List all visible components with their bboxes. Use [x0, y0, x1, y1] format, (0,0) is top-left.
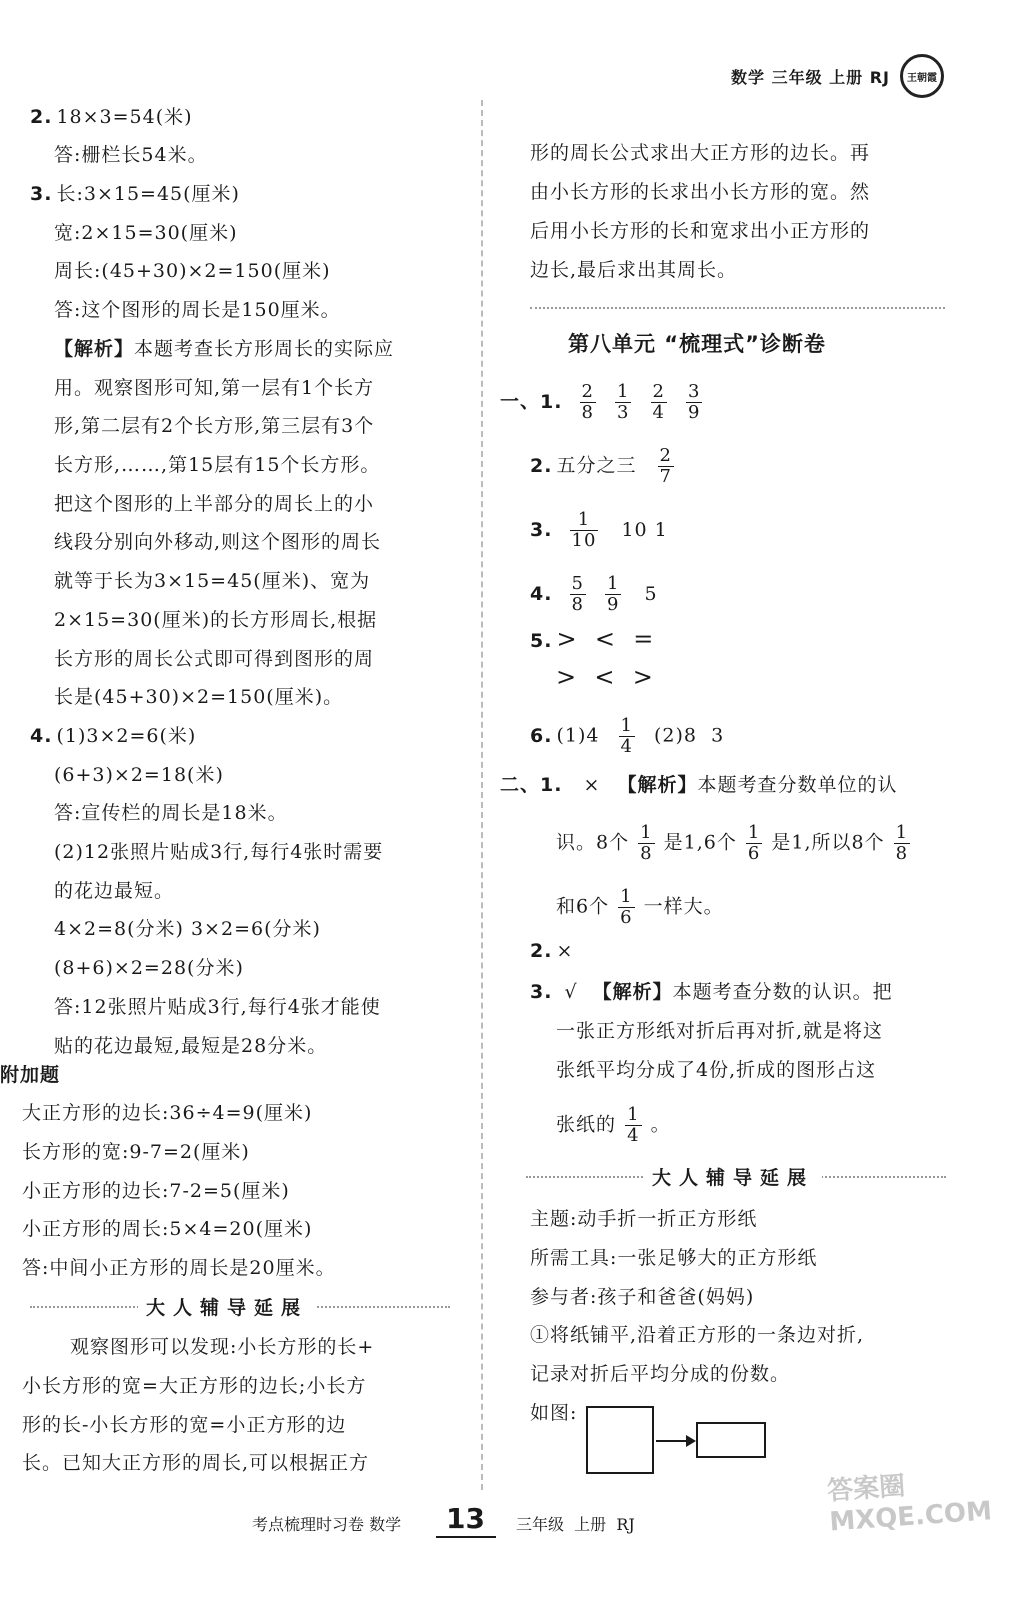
q3-line1: 3. 长:3×15=45(厘米) [30, 183, 240, 205]
q3-analysis-10: 长是(45+30)×2=150(厘米)。 [54, 686, 344, 708]
q2-line2: 答:栅栏长54米。 [54, 144, 208, 166]
p2-q1-line2: 识。8个 $\frac{1}{8}$ 是1,6个 $\frac{1}{6}$ 是1,所以8个 $\frac{1}{8}$ [556, 822, 909, 864]
footer-left: 考点梳理时习卷 数学 [252, 1515, 402, 1534]
folded-rectangle-figure [696, 1422, 766, 1458]
q3-analysis-3: 形,第二层有2个长方形,第三层有3个 [54, 415, 375, 437]
q4-line9: 贴的花边最短,最短是28分米。 [54, 1035, 328, 1057]
page-header [731, 54, 944, 98]
extra-line3: 小正方形的边长:7-2=5(厘米) [22, 1180, 290, 1202]
q3-analysis-1: 【解析】本题考查长方形周长的实际应 [54, 338, 395, 360]
p1-q6: 6. (1)4 $\frac{1}{4}$ (2)8 3 [530, 715, 725, 757]
q3-line3: 周长:(45+30)×2=150(厘米) [54, 260, 331, 282]
fraction: $\frac{2}{7}$ [659, 445, 672, 487]
extra-line5: 答:中间小正方形的周长是20厘米。 [22, 1257, 336, 1279]
logo-text: 王朝霞 [907, 72, 937, 84]
square-figure [586, 1406, 654, 1474]
page-number-underline [436, 1536, 496, 1538]
fraction: $\frac{1}{9}$ [607, 573, 620, 615]
footer-right: 三年级 上册 RJ [516, 1515, 635, 1534]
extra-line2: 长方形的宽:9-7=2(厘米) [22, 1141, 250, 1163]
q4-line6: 4×2=8(分米) 3×2=6(分米) [54, 918, 321, 940]
column-divider [481, 100, 483, 1490]
fraction: $\frac{5}{8}$ [571, 573, 584, 615]
p2-q3-line4: 张纸的 $\frac{1}{4}$ 。 [556, 1104, 671, 1146]
ext-title-right: 大人辅导延展 [644, 1163, 822, 1190]
header-text: 数学 三年级 上册 RJ [731, 67, 890, 87]
ext-right-line3: 参与者:孩子和爸爸(妈妈) [530, 1286, 755, 1308]
q4-line3: 答:宣传栏的周长是18米。 [54, 802, 288, 824]
p2-q3-line3: 张纸平均分成了4份,折成的图形占这 [556, 1059, 877, 1081]
q4-line8: 答:12张照片贴成3行,每行4张才能使 [54, 996, 381, 1018]
ext-left-line3: 形的长-小长方形的宽=小正方形的边 [22, 1414, 347, 1436]
q4-line1: 4. (1)3×2=6(米) [30, 725, 197, 747]
fraction: $\frac{2}{8}$ [581, 381, 594, 423]
ext-left-line4: 长。已知大正方形的周长,可以根据正方 [22, 1452, 370, 1474]
fraction: $\frac{1}{6}$ [620, 886, 633, 928]
fraction: $\frac{1}{8}$ [895, 822, 909, 864]
q4-line7: (8+6)×2=28(分米) [54, 957, 244, 979]
p2-q1-line1: 二、1. × 【解析】本题考查分数单位的认 [500, 774, 898, 796]
extra-title: 附加题 [0, 1064, 61, 1086]
ext-title-left: 大人辅导延展 [138, 1293, 316, 1320]
q3-line4: 答:这个图形的周长是150厘米。 [54, 299, 341, 321]
q3-analysis-4: 长方形,……,第15层有15个长方形。 [54, 454, 381, 476]
fraction: $\frac{2}{4}$ [652, 381, 665, 423]
fraction: $\frac{1}{3}$ [617, 381, 630, 423]
cont-line4: 边长,最后求出其周长。 [530, 259, 738, 281]
q3-analysis-8: 2×15=30(厘米)的长方形周长,根据 [54, 609, 378, 631]
section-title: 第八单元 “梳理式”诊断卷 [568, 332, 826, 356]
extra-line4: 小正方形的周长:5×4=20(厘米) [22, 1218, 313, 1240]
cont-line1: 形的周长公式求出大正方形的边长。再 [530, 142, 871, 164]
q3-analysis-6: 线段分别向外移动,则这个图形的周长 [54, 531, 382, 553]
q3-analysis-7: 就等于长为3×15=45(厘米)、宽为 [54, 570, 371, 592]
arrow-icon [656, 1440, 694, 1442]
ext-right-line1: 主题:动手折一折正方形纸 [530, 1208, 758, 1230]
ext-left-line2: 小长方形的宽=大正方形的边长;小长方 [22, 1375, 367, 1397]
p1-q5-row2: > < > [556, 663, 654, 691]
fraction: $\frac{1}{4}$ [627, 1104, 640, 1146]
ext-left-line1: 观察图形可以发现:小长方形的长+ [70, 1336, 375, 1358]
p2-q3-line2: 一张正方形纸对折后再对折,就是将这 [556, 1020, 884, 1042]
ext-right-line4: ①将纸铺平,沿着正方形的一条边对折, [530, 1324, 865, 1346]
cont-line2: 由小长方形的长求出小长方形的宽。然 [530, 181, 871, 203]
cont-line3: 后用小长方形的长和宽求出小正方形的 [530, 220, 871, 242]
page-number: 13 [446, 1502, 485, 1535]
q3-analysis-5: 把这个图形的上半部分的周长上的小 [54, 493, 375, 515]
fraction: $\frac{1}{4}$ [620, 715, 633, 757]
q2-line1: 2. 18×3=54(米) [30, 106, 193, 128]
q3-analysis-2: 用。观察图形可知,第一层有1个长方 [54, 377, 375, 399]
ext-right-line5: 记录对折后平均分成的份数。 [530, 1363, 791, 1385]
fraction: $\frac{1}{6}$ [747, 822, 761, 864]
brand-logo [900, 54, 944, 98]
watermark: 答案圈 MXQE.COM [826, 1471, 993, 1538]
p1-q5-row1: 5. > < = [530, 625, 655, 653]
fraction: $\frac{1}{8}$ [640, 822, 653, 864]
ext-right-line6: 如图: [530, 1402, 578, 1424]
p2-q3-line1: 3. √ 【解析】本题考查分数的认识。把 [530, 981, 893, 1003]
ext-right-line2: 所需工具:一张足够大的正方形纸 [530, 1247, 818, 1269]
extra-line1: 大正方形的边长:36÷4=9(厘米) [22, 1102, 313, 1124]
q4-line4: (2)12张照片贴成3行,每行4张时需要 [54, 841, 384, 863]
p2-q2: 2. × [530, 940, 574, 962]
fraction: $\frac{1}{10}$ [571, 509, 597, 551]
q3-analysis-9: 长方形的周长公式即可得到图形的周 [54, 648, 375, 670]
section-divider [530, 307, 945, 309]
q4-line2: (6+3)×2=18(米) [54, 764, 224, 786]
p1-q4: 4. $\frac{5}{8}$ $\frac{1}{9}$ 5 [530, 573, 658, 615]
p1-q3: 3. $\frac{1}{10}$ 10 1 [530, 509, 668, 551]
q4-line5: 的花边最短。 [54, 880, 175, 902]
p1-q1: 一、1. $\frac{2}{8}$ $\frac{1}{3}$ $\frac{2}{4}$ $\frac{3}{9}$ [500, 381, 701, 423]
fraction: $\frac{3}{9}$ [688, 381, 701, 423]
p2-q1-line3: 和6个 $\frac{1}{6}$ 一样大。 [556, 886, 724, 928]
p1-q2: 2. 五分之三 $\frac{2}{7}$ [530, 445, 672, 487]
q3-line2: 宽:2×15=30(厘米) [54, 222, 238, 244]
